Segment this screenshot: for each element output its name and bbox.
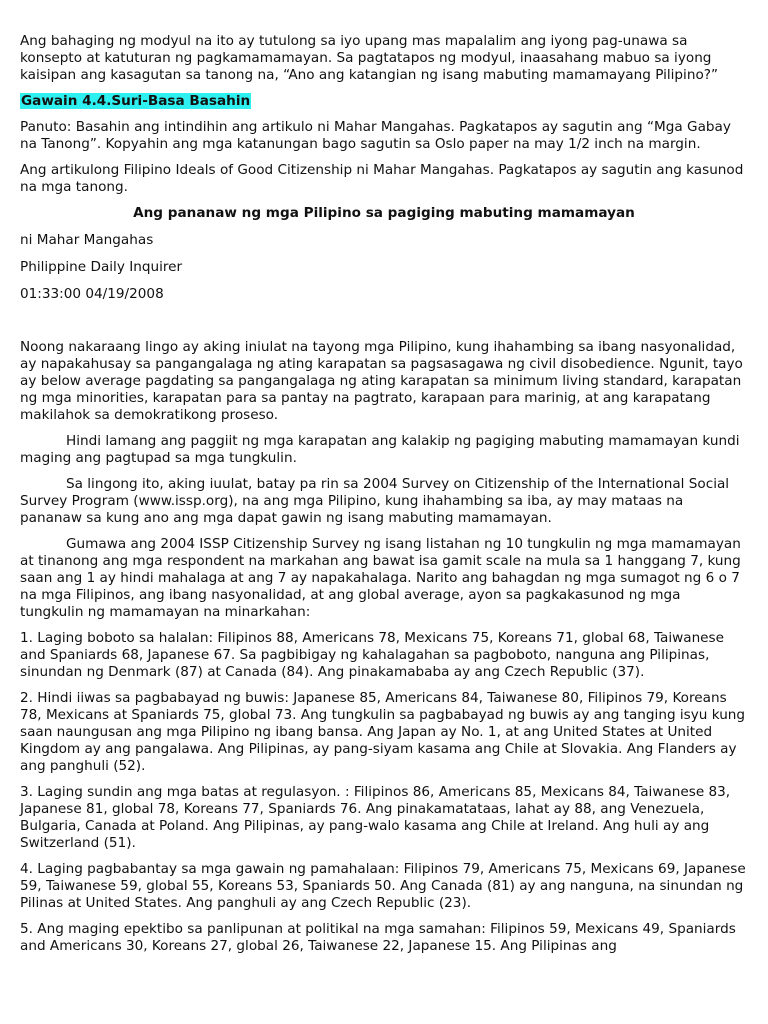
article-publication: Philippine Daily Inquirer <box>20 259 183 275</box>
article-intro-paragraph: Ang artikulong Filipino Ideals of Good Citizenship ni Mahar Mangahas. Pagkatapos ay sagutin ang kasunod na mga tanong. <box>20 162 744 195</box>
article-datetime: 01:33:00 04/19/2008 <box>20 286 164 302</box>
intro-paragraph: Ang bahaging ng modyul na ito ay tutulong sa iyo upang mas mapalalim ang iyong pag-unawa sa konsepto at katuturan ng pagkamamamayan. Sa pagtatapos ng modyul, inaasahang mabuo sa iyong kaisipan ang kasagutan sa tanong na, “Ano ang katangian ng isang mabuting mamamayang Pilipino?” <box>20 33 719 83</box>
list-item-3: 3. Laging sundin ang mga batas at regulasyon. : Filipinos 86, Americans 85, Mexicans 84, Taiwanese 83, Japanese 81, global 78, Koreans 77, Spaniards 76. Ang pinakamatataas, lahat ay 88, ang Venezuela, Bulgaria, Canada at Poland. Ang Pilipinas, ay pang-walo kasama ang Chile at Ireland. Ang huli ay ang Switzerland (51). <box>20 784 731 851</box>
list-item-5: 5. Ang maging epektibo sa panlipunan at politikal na mga samahan: Filipinos 59, Mexicans 49, Spaniards and Americans 30, Koreans 27, global 26, Taiwanese 22, Japanese 15. Ang Pilipinas ang <box>20 921 736 954</box>
body-paragraph-1: Noong nakaraang lingo ay aking iniulat na tayong mga Pilipino, kung ihahambing sa ibang nasyonalidad, ay napakahusay sa pangangalaga ng ating karapatan sa pagsasagawa ng civil disobedience. Ngunit, tayo ay below average pagdating sa pangangalaga ng ating karapatan sa minimum living standard, karapatan ng mga minorities, karapatan para sa pantay na pagtrato, karapaan para marinig, at ang karapatang makilahok sa demokratikong proseso. <box>20 339 743 423</box>
document-page <box>20 33 748 964</box>
body-paragraph-2: Hindi lamang ang paggiit ng mga karapatan ang kalakip ng pagiging mabuting mamamayan kundi maging ang pagtupad sa mga tungkulin. <box>20 433 740 466</box>
list-item-1: 1. Laging boboto sa halalan: Filipinos 88, Americans 78, Mexicans 75, Koreans 71, global 68, Taiwanese and Spaniards 68, Japanese 67. Sa pagbibigay ng kahalagahan sa pagboboto, nanguna ang Pilipinas, sinundan ng Denmark (87) at Canada (84). Ang pinakamababa ay ang Czech Republic (37). <box>20 630 724 680</box>
body-paragraph-3: Sa lingong ito, aking iuulat, batay pa rin sa 2004 Survey on Citizenship of the International Social Survey Program (www.issp.org), na ang mga Pilipino, kung ihahambing sa iba, ay may mataas na pananaw sa kung ano ang mga dapat gawin ng isang mabuting mamamayan. <box>20 476 730 526</box>
article-author: ni Mahar Mangahas <box>20 232 154 248</box>
activity-title-line <box>20 93 748 110</box>
list-item-4: 4. Laging pagbabantay sa mga gawain ng pamahalaan: Filipinos 79, Americans 75, Mexicans 69, Japanese 59, Taiwanese 59, global 55, Koreans 53, Spaniards 50. Ang Canada (81) ay ang nanguna, na sinundan ng Pilinas at United States. Ang panghuli ay ang Czech Republic (23). <box>20 861 746 911</box>
body-paragraph-4: Gumawa ang 2004 ISSP Citizenship Survey ng isang listahan ng 10 tungkulin ng mga mamamayan at tinanong ang mga respondent na markahan ang bawat isa gamit scale na mula sa 1 hanggang 7, kung saan ang 1 ay hindi mahalaga at ang 7 ay napakahalaga. Narito ang bahagdan ng mga sumagot ng 6 o 7 na mga Filipinos, ang ibang nasyonalidad, at ang global average, ayon sa pagkakasunod ng mga tungkulin ng mamamayan na minarkahan: <box>20 536 741 620</box>
instructions-paragraph: Panuto: Basahin ang intindihin ang artikulo ni Mahar Mangahas. Pagkatapos ay sagutin ang “Mga Gabay na Tanong”. Kopyahin ang mga katanungan bago sagutin sa Oslo paper na may 1/2 inch na margin. <box>20 119 731 152</box>
activity-title: Gawain 4.4.Suri-Basa Basahin <box>21 93 251 109</box>
list-item-2: 2. Hindi iiwas sa pagbabayad ng buwis: Japanese 85, Americans 84, Taiwanese 80, Filipinos 79, Koreans 78, Mexicans at Spaniards 75, global 73. Ang tungkulin sa pagbabayad ng buwis ay ang tanging isyu kung saan naungusan ang mga Pilipino ng ibang bansa. Ang Japan ay No. 1, at ang United States at United Kingdom ay ang pangalawa. Ang Pilipinas, ay pang-siyam kasama ang Chile at Slovakia. Ang Flanders ay ang panghuli (52). <box>20 690 746 774</box>
article-title: Ang pananaw ng mga Pilipino sa pagiging mabuting mamamayan <box>133 205 635 221</box>
spacer <box>20 313 748 339</box>
